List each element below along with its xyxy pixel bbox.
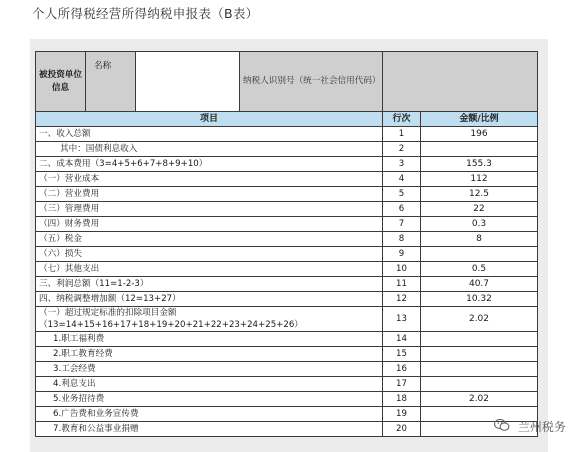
form-sheet: [30, 39, 548, 452]
row-line-number: 9: [383, 247, 421, 262]
form-row: [36, 307, 538, 332]
row-amount-field[interactable]: 40.7: [421, 277, 538, 292]
row-line-number: 5: [383, 187, 421, 202]
row-line-number: 16: [383, 362, 421, 377]
form-row: [36, 377, 538, 392]
row-item-label: （一）营业成本: [36, 172, 383, 187]
row-item-label: 四、纳税调整增加额（12=13+27）: [36, 292, 383, 307]
row-amount-field[interactable]: 112: [421, 172, 538, 187]
account-watermark: [494, 418, 566, 434]
row-line-number: 8: [383, 232, 421, 247]
row-line-number: 7: [383, 217, 421, 232]
row-item-label: （三）管理费用: [36, 202, 383, 217]
form-row: [36, 292, 538, 307]
row-amount-field[interactable]: [421, 362, 538, 377]
row-line-number: 4: [383, 172, 421, 187]
row-amount-field[interactable]: [421, 347, 538, 362]
row-item-label: （二）营业费用: [36, 187, 383, 202]
row-line-number: 12: [383, 292, 421, 307]
row-amount-field[interactable]: 22: [421, 202, 538, 217]
form-row: [36, 422, 538, 437]
row-line-number: 17: [383, 377, 421, 392]
row-item-label: 1.职工福利费: [36, 332, 383, 347]
row-amount-field[interactable]: [421, 247, 538, 262]
row-item-label: （一）超过规定标准的扣除项目金额（13=14+15+16+17+18+19+20+21+22+23+24+25+26）: [36, 307, 383, 332]
taxpayer-id-value-field[interactable]: [383, 52, 538, 112]
row-item-label: 2.职工教育经费: [36, 347, 383, 362]
form-row: [36, 202, 538, 217]
row-amount-field[interactable]: [421, 142, 538, 157]
row-amount-field[interactable]: 2.02: [421, 307, 538, 332]
row-item-label: 6.广告费和业务宣传费: [36, 407, 383, 422]
row-item-label: 其中：国债利息收入: [36, 142, 383, 157]
form-row: [36, 142, 538, 157]
investee-info-label: 被投资单位信息: [36, 52, 86, 112]
row-item-label: 一、收入总额: [36, 127, 383, 142]
tax-form-table: [35, 51, 538, 437]
column-header-line: 行次: [383, 112, 421, 127]
row-amount-field[interactable]: 0.3: [421, 217, 538, 232]
form-row: [36, 127, 538, 142]
row-line-number: 14: [383, 332, 421, 347]
form-row: [36, 217, 538, 232]
row-line-number: 13: [383, 307, 421, 332]
column-header-amount: 金额/比例: [421, 112, 538, 127]
name-value-field[interactable]: [136, 52, 240, 112]
form-row: [36, 277, 538, 292]
form-row: [36, 262, 538, 277]
wechat-icon: [494, 418, 510, 435]
row-item-label: （五）税金: [36, 232, 383, 247]
form-row: [36, 247, 538, 262]
form-row: [36, 407, 538, 422]
row-line-number: 6: [383, 202, 421, 217]
form-row: [36, 172, 538, 187]
row-amount-field[interactable]: 10.32: [421, 292, 538, 307]
row-line-number: 15: [383, 347, 421, 362]
row-item-label: 7.教育和公益事业捐赠: [36, 422, 383, 437]
row-line-number: 18: [383, 392, 421, 407]
row-line-number: 11: [383, 277, 421, 292]
column-header-row: [36, 112, 538, 127]
row-item-label: （六）损失: [36, 247, 383, 262]
row-item-label: （七）其他支出: [36, 262, 383, 277]
taxpayer-id-label: 纳税人识别号（统一社会信用代码）: [240, 52, 383, 112]
row-item-label: 5.业务招待费: [36, 392, 383, 407]
row-line-number: 10: [383, 262, 421, 277]
form-row: [36, 157, 538, 172]
row-line-number: 19: [383, 407, 421, 422]
investee-info-row: [36, 52, 538, 112]
page-title: 个人所得税经营所得纳税申报表（B表）: [32, 6, 259, 21]
row-item-label: 三、利润总额（11=1-2-3）: [36, 277, 383, 292]
watermark-text: 兰州税务: [517, 420, 566, 434]
row-line-number: 3: [383, 157, 421, 172]
row-line-number: 20: [383, 422, 421, 437]
name-label: 名称: [86, 52, 136, 112]
row-amount-field[interactable]: [421, 377, 538, 392]
row-amount-field[interactable]: [421, 332, 538, 347]
row-amount-field[interactable]: 2.02: [421, 392, 538, 407]
form-row: [36, 392, 538, 407]
row-amount-field[interactable]: 8: [421, 232, 538, 247]
form-row: [36, 332, 538, 347]
form-row: [36, 347, 538, 362]
row-line-number: 2: [383, 142, 421, 157]
column-header-item: 项目: [36, 112, 383, 127]
row-item-label: 二、成本费用（3=4+5+6+7+8+9+10）: [36, 157, 383, 172]
row-item-label: 4.利息支出: [36, 377, 383, 392]
form-row: [36, 232, 538, 247]
row-line-number: 1: [383, 127, 421, 142]
row-amount-field[interactable]: 196: [421, 127, 538, 142]
row-item-label: （四）财务费用: [36, 217, 383, 232]
row-amount-field[interactable]: 155.3: [421, 157, 538, 172]
form-row: [36, 187, 538, 202]
row-item-label: 3.工会经费: [36, 362, 383, 377]
row-amount-field[interactable]: 12.5: [421, 187, 538, 202]
row-amount-field[interactable]: 0.5: [421, 262, 538, 277]
form-row: [36, 362, 538, 377]
